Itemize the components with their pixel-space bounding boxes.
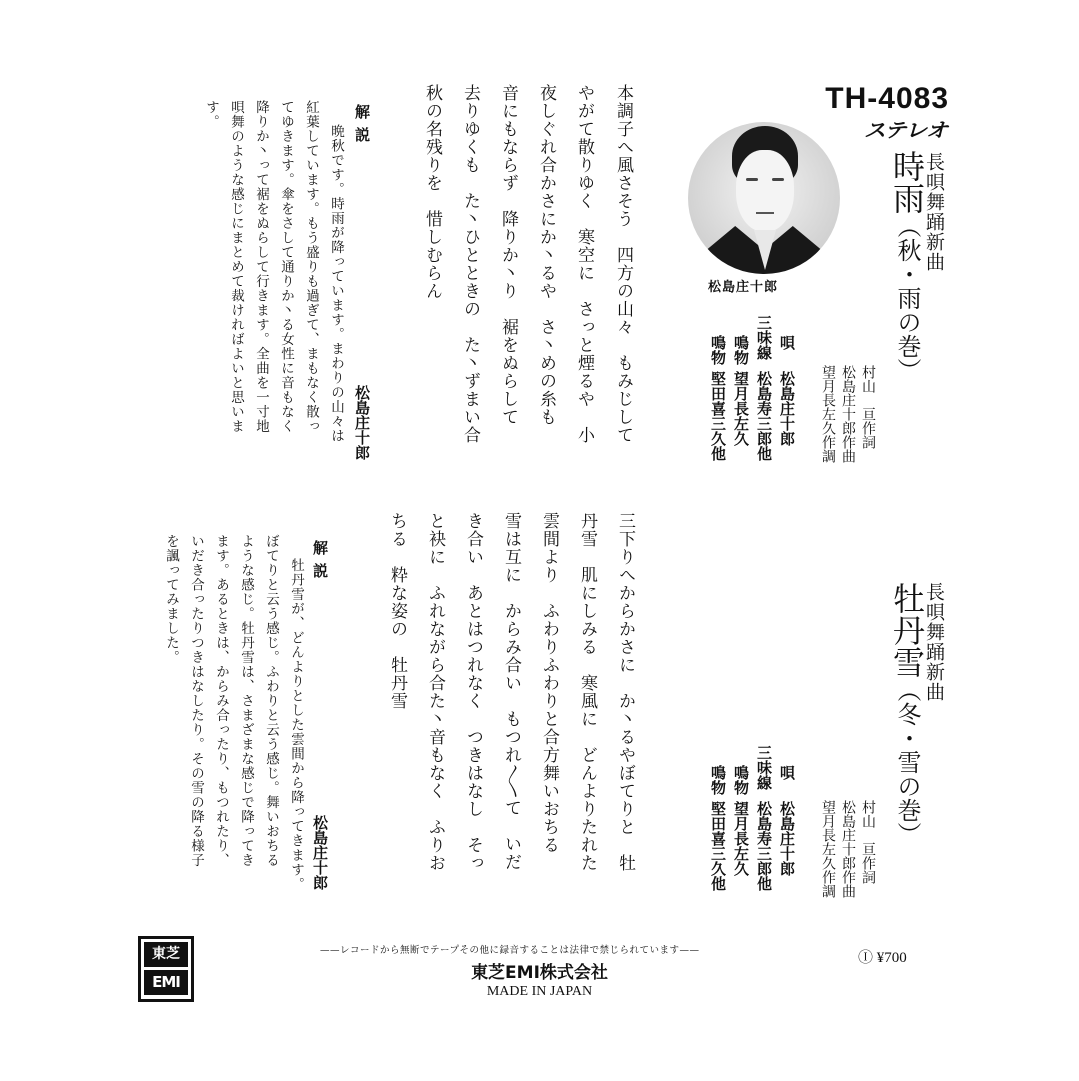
commentary-line: ような感じ。牡丹雪は、さまざまな感じで降ってき	[238, 534, 254, 868]
portrait-face	[736, 150, 794, 232]
credit-composer: 松島庄十郎作曲	[840, 800, 856, 898]
commentary-line: いだき合ったりつきはなしたり。その雪の降る様子	[188, 534, 204, 868]
performer-role: 三味線	[755, 745, 773, 790]
performer-name: 松島庄十郎	[778, 371, 796, 446]
side-b-lyrics	[376, 512, 636, 912]
performer-name: 堅田喜三久他	[709, 801, 727, 891]
lyric-line: 丹雪 肌にしみる 寒風に どんよりたれた	[577, 512, 597, 872]
commentary-line: す。	[203, 100, 219, 129]
portrait-mouth	[756, 212, 774, 214]
performer-role: 鳴物	[709, 335, 727, 365]
side-a-genre: 長唄舞踊新曲	[923, 152, 945, 272]
side-b-performers	[700, 745, 800, 925]
side-a-commentary-heading: 解説	[353, 104, 371, 150]
performer-role: 唄	[778, 765, 796, 780]
side-a-title	[890, 150, 924, 382]
price	[858, 946, 907, 967]
credit-lyricist: 村山 亘作詞	[860, 365, 876, 449]
lyric-line: と袂に ふれながら合た丶音もなく ふりお	[425, 512, 445, 872]
commentary-line: 紅葉しています。もう盛りも過ぎて、まもなく散っ	[303, 100, 319, 434]
company-name: 東芝EMI株式会社	[471, 963, 608, 983]
credit-composer: 松島庄十郎作曲	[840, 365, 856, 463]
performer-name: 松島庄十郎	[778, 801, 796, 876]
price-mark: Ⓘ	[858, 950, 874, 966]
lyric-line: 雲間より ふわりふわりと合方舞いおちる	[539, 512, 559, 854]
credit-arranger: 望月長左久作調	[820, 365, 836, 463]
side-a-commentary-author: 松島庄十郎	[353, 385, 371, 460]
made-in-japan: MADE IN JAPAN	[486, 984, 593, 999]
side-a-title-text: 時雨	[888, 150, 926, 214]
side-b-subtitle: （冬・雪の巻）	[893, 678, 921, 846]
lyric-line: 音にもならず 降りか丶り 裾をぬらして	[498, 84, 518, 426]
lyric-line: 夜しぐれ合かさにか丶るや さ丶めの糸も	[536, 84, 556, 426]
side-a-performers	[700, 315, 800, 495]
lyric-line: ちる 粋な姿の 牡丹雪	[387, 512, 407, 710]
performer-name: 望月長左久	[732, 371, 750, 446]
lyric-line: 三下りへからかさに か丶るやぼてりと 牡	[615, 512, 635, 872]
stereo-label: ステレオ	[863, 120, 947, 143]
copyright-notice: ——レコードから無断でテープその他に録音することは法律で禁じられています——	[320, 945, 700, 956]
commentary-line: ます。あるときは、からみ合ったり、もつれたり、	[213, 534, 229, 868]
commentary-line: 唄舞のような感じにまとめて裁ければよいと思いま	[228, 100, 244, 434]
performer-role: 鳴物	[732, 335, 750, 365]
commentary-line: 晩秋です。時雨が降っています。まわりの山々は	[328, 124, 344, 443]
logo-toshiba: 東芝	[144, 942, 188, 967]
side-b-commentary-heading: 解説	[311, 540, 329, 586]
commentary-line: 牡丹雪が、どんよりとした雲間から降ってきます。	[288, 558, 304, 892]
logo-emi: EMI	[144, 970, 188, 995]
credit-arranger: 望月長左久作調	[820, 800, 836, 898]
credit-lyricist: 村山 亘作詞	[860, 800, 876, 884]
performer-role: 鳴物	[732, 765, 750, 795]
lyric-line: やがて散りゆく 寒空に さっと煙るや 小	[574, 84, 594, 444]
commentary-line: ぼてりと云う感じ。ふわりと云う感じ。舞いおちる	[263, 534, 279, 868]
performer-name: 松島寿三郎他	[755, 801, 773, 891]
performer-role: 三味線	[755, 315, 773, 360]
side-b-title	[890, 582, 924, 846]
portrait-caption: 松島庄十郎	[708, 280, 779, 295]
side-b-commentary	[150, 530, 310, 930]
side-a-commentary	[200, 96, 350, 496]
lyric-line: 本調子へ風さそう 四方の山々 もみじして	[613, 84, 633, 444]
side-b-genre: 長唄舞踊新曲	[923, 582, 945, 702]
commentary-line: を諷ってみました。	[163, 534, 179, 665]
performer-name: 望月長左久	[732, 801, 750, 876]
lyric-line: 去りゆくも た丶ひとときの た丶ずまい合	[460, 84, 480, 444]
performer-role: 鳴物	[709, 765, 727, 795]
lyric-line: き合い あとはつれなく つきはなし そっ	[463, 512, 483, 872]
performer-role: 唄	[778, 335, 796, 350]
portrait-eye-left	[746, 178, 758, 181]
side-a-lyrics	[414, 84, 634, 484]
catalog-number: TH-4083	[825, 82, 949, 115]
side-b-commentary-author: 松島庄十郎	[311, 815, 329, 890]
side-a-subtitle: （秋・雨の巻）	[893, 214, 921, 382]
lyric-line: 雪は互に からみ合い もつれ〳〵て いだ	[501, 512, 521, 871]
performer-name: 堅田喜三久他	[709, 371, 727, 461]
price-value: ¥700	[876, 950, 907, 966]
performer-name: 松島寿三郎他	[755, 371, 773, 461]
commentary-line: てゆきます。傘をさして通りか丶る女性に音もなく	[278, 100, 294, 434]
artist-portrait	[688, 122, 840, 274]
commentary-line: 降りか丶って裾をぬらして行きます。全曲を一寸地	[253, 100, 269, 434]
portrait-eye-right	[772, 178, 784, 181]
side-b-title-text: 牡丹雪	[888, 582, 926, 678]
lyric-line: 秋の名残りを 惜しむらん	[422, 84, 442, 300]
